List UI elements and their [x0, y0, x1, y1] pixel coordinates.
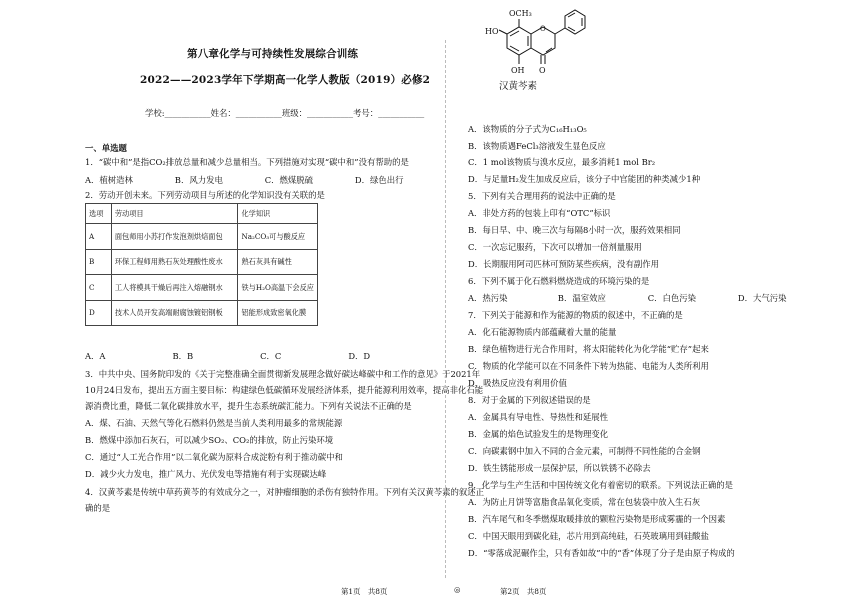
- question-3-option-a: A．煤、石油、天然气等化石燃料仍然是当前人类利用最多的常规能源: [85, 418, 343, 428]
- page-number-left: 第1页 共8页: [341, 587, 388, 596]
- question-3-line-2: 10月24日发布，提出五方面主要目标：构建绿色低碳循环发展经济体系，提升能源利用效率，提高非化石能: [85, 385, 484, 395]
- hydroxyl-label-top: HO: [485, 27, 499, 36]
- table-cell: 铝能形成致密氧化膜: [238, 300, 318, 326]
- table-row: [86, 300, 318, 326]
- table-cell: 面包师用小苏打作发泡剂烘焙面包: [111, 224, 238, 250]
- question-4-line-1: 4．汉黄芩素是传统中草药黄芩的有效成分之一，对肿瘤细胞的杀伤有独特作用。下列有关汉黄芩素的叙述正: [85, 487, 484, 497]
- question-9-option-b: B．汽车尾气和冬季燃煤取暖排放的颗粒污染物是形成雾霾的一个因素: [468, 514, 726, 524]
- table-header-cell: 劳动项目: [111, 204, 238, 224]
- question-1: 1．“碳中和”是指CO₂排放总量和减少总量相当。下列措施对实现“碳中和”没有帮助的是: [85, 157, 409, 167]
- question-4-option-d: D．与足量H₂发生加成反应后，该分子中官能团的种类减少1种: [468, 174, 701, 184]
- question-6: 6．下列不属于化石燃料燃烧造成的环境污染的是: [468, 276, 650, 286]
- hydroxyl-label-bottom: OH: [511, 66, 525, 75]
- methoxy-label: OCH₃: [509, 9, 532, 18]
- question-7: 7．下列关于能源和作为能源的物质的叙述中，不正确的是: [468, 310, 683, 320]
- question-9-option-a: A．为防止月饼等富脂食品氧化变质，常在包装袋中放入生石灰: [468, 497, 701, 507]
- exam-subtitle: 2022——2023学年下学期高一化学人教版（2019）必修2: [140, 74, 431, 86]
- question-3-option-b: B．燃煤中添加石灰石，可以减少SO₂、CO₂的排放，防止污染环境: [85, 435, 334, 445]
- question-9: 9．化学与生产生活和中国传统文化有着密切的联系。下列说法正确的是: [468, 480, 733, 490]
- exam-title: 第八章化学与可持续性发展综合训练: [187, 48, 359, 60]
- table-header-cell: 化学知识: [238, 204, 318, 224]
- question-5-option-c: C．一次忘记服药，下次可以增加一倍剂量服用: [468, 242, 642, 252]
- question-2: 2．劳动开创未来。下列劳动项目与所述的化学知识没有关联的是: [85, 190, 325, 200]
- question-3-option-d: D．减少火力发电，推广风力、光伏发电等措施有利于实现碳达峰: [85, 469, 327, 479]
- table-header-cell: 选项: [86, 204, 112, 224]
- ring-oxygen-label: O: [540, 25, 546, 33]
- question-3-option-c: C．通过“人工光合作用”以二氧化碳为原料合成淀粉有利于推动碳中和: [85, 452, 343, 462]
- table-cell: 铁与H₂O高温下会反应: [238, 275, 318, 301]
- question-1-options: A．植树造林 B．风力发电 C．燃煤脱硫 D．绿色出行: [85, 175, 404, 185]
- question-4-option-b: B．该物质遇FeCl₃溶液发生显色反应: [468, 141, 606, 151]
- question-6-options: A．热污染 B．温室效应 C．白色污染 D．大气污染: [468, 293, 787, 303]
- table-cell: 熟石灰具有碱性: [238, 249, 318, 275]
- table-cell: A: [86, 224, 112, 250]
- question-4-option-c: C．1 mol该物质与溴水反应，最多消耗1 mol Br₂: [468, 157, 656, 167]
- table-cell: 环保工程师用熟石灰处理酸性废水: [111, 249, 238, 275]
- table-cell: C: [86, 275, 112, 301]
- student-info-line: 学校:___________姓名：___________班级：___________考号：___________: [145, 108, 425, 118]
- question-2-options: A．A B．B C．C D．D: [85, 351, 371, 361]
- table-cell: 技术人员开发高端耐腐蚀镀铝钢板: [111, 300, 238, 326]
- question-4-option-a: A．该物质的分子式为C₁₆H₁₃O₅: [468, 124, 587, 134]
- question-5-option-d: D．长期服用阿司匹林可预防某些疾病，没有副作用: [468, 259, 659, 269]
- question-8-option-d: D．铁生锈能形成一层保护层，所以铁锈不必除去: [468, 463, 651, 473]
- question-4-line-2: 确的是: [85, 503, 111, 513]
- question-7-option-a: A．化石能源物质内部蕴藏着大量的能量: [468, 327, 617, 337]
- page-number-right: 第2页 共8页: [500, 587, 547, 596]
- question-9-option-c: C．中国天眼用到碳化硅，芯片用到高纯硅，石英玻璃用到硅酸盐: [468, 531, 709, 541]
- table-cell: Na₂CO₃可与酸反应: [238, 224, 318, 250]
- question-7-option-d: D．吸热反应没有利用价值: [468, 378, 567, 388]
- column-divider: [445, 40, 446, 578]
- question-5-option-b: B．每日早、中、晚三次与每隔8小时一次，服药效果相同: [468, 225, 681, 235]
- table-row: [86, 249, 318, 275]
- table-row: [86, 275, 318, 301]
- question-7-option-c: C．物质的化学能可以在不同条件下转为热能、电能为人类所利用: [468, 361, 709, 371]
- question-8-option-a: A．金属具有导电性、导热性和延展性: [468, 412, 609, 422]
- question-8-option-b: B．金属的焰色试验发生的是物理变化: [468, 429, 609, 439]
- question-2-table: [85, 203, 318, 326]
- table-row: [86, 224, 318, 250]
- question-8: 8．对于金属的下列叙述错误的是: [468, 395, 591, 405]
- section-label: 一、单选题: [85, 143, 127, 153]
- question-5: 5．下列有关合理用药的说法中正确的是: [468, 191, 616, 201]
- question-3-line-3: 源消费比重，降低二氧化碳排放水平，提升生态系统碳汇能力。下列有关说法不正确的是: [85, 401, 412, 411]
- table-cell: B: [86, 249, 112, 275]
- table-header-row: [86, 204, 318, 224]
- question-7-option-b: B．绿色植物进行光合作用时，将太阳能转化为化学能“贮存”起来: [468, 344, 709, 354]
- center-mark: ◎: [454, 585, 461, 594]
- carbonyl-oxygen-label: O: [539, 66, 546, 75]
- question-5-option-a: A．非处方药的包装上印有“OTC”标识: [468, 208, 611, 218]
- wogonin-structure-diagram: [485, 4, 595, 122]
- table-cell: 工人将模具干燥后再注入熔融钢水: [111, 275, 238, 301]
- question-9-option-d: D．“零落成泥碾作尘，只有香如故”中的“香”体现了分子是由原子构成的: [468, 548, 735, 558]
- question-3-line-1: 3．中共中央、国务院印发的《关于完整准确全面贯彻新发展理念做好碳达峰碳中和工作的意见》于2021年: [85, 369, 481, 379]
- table-cell: D: [86, 300, 112, 326]
- compound-name: 汉黄芩素: [499, 81, 538, 92]
- question-8-option-c: C．向碳素钢中加入不同的合金元素，可制得不同性能的合金钢: [468, 446, 701, 456]
